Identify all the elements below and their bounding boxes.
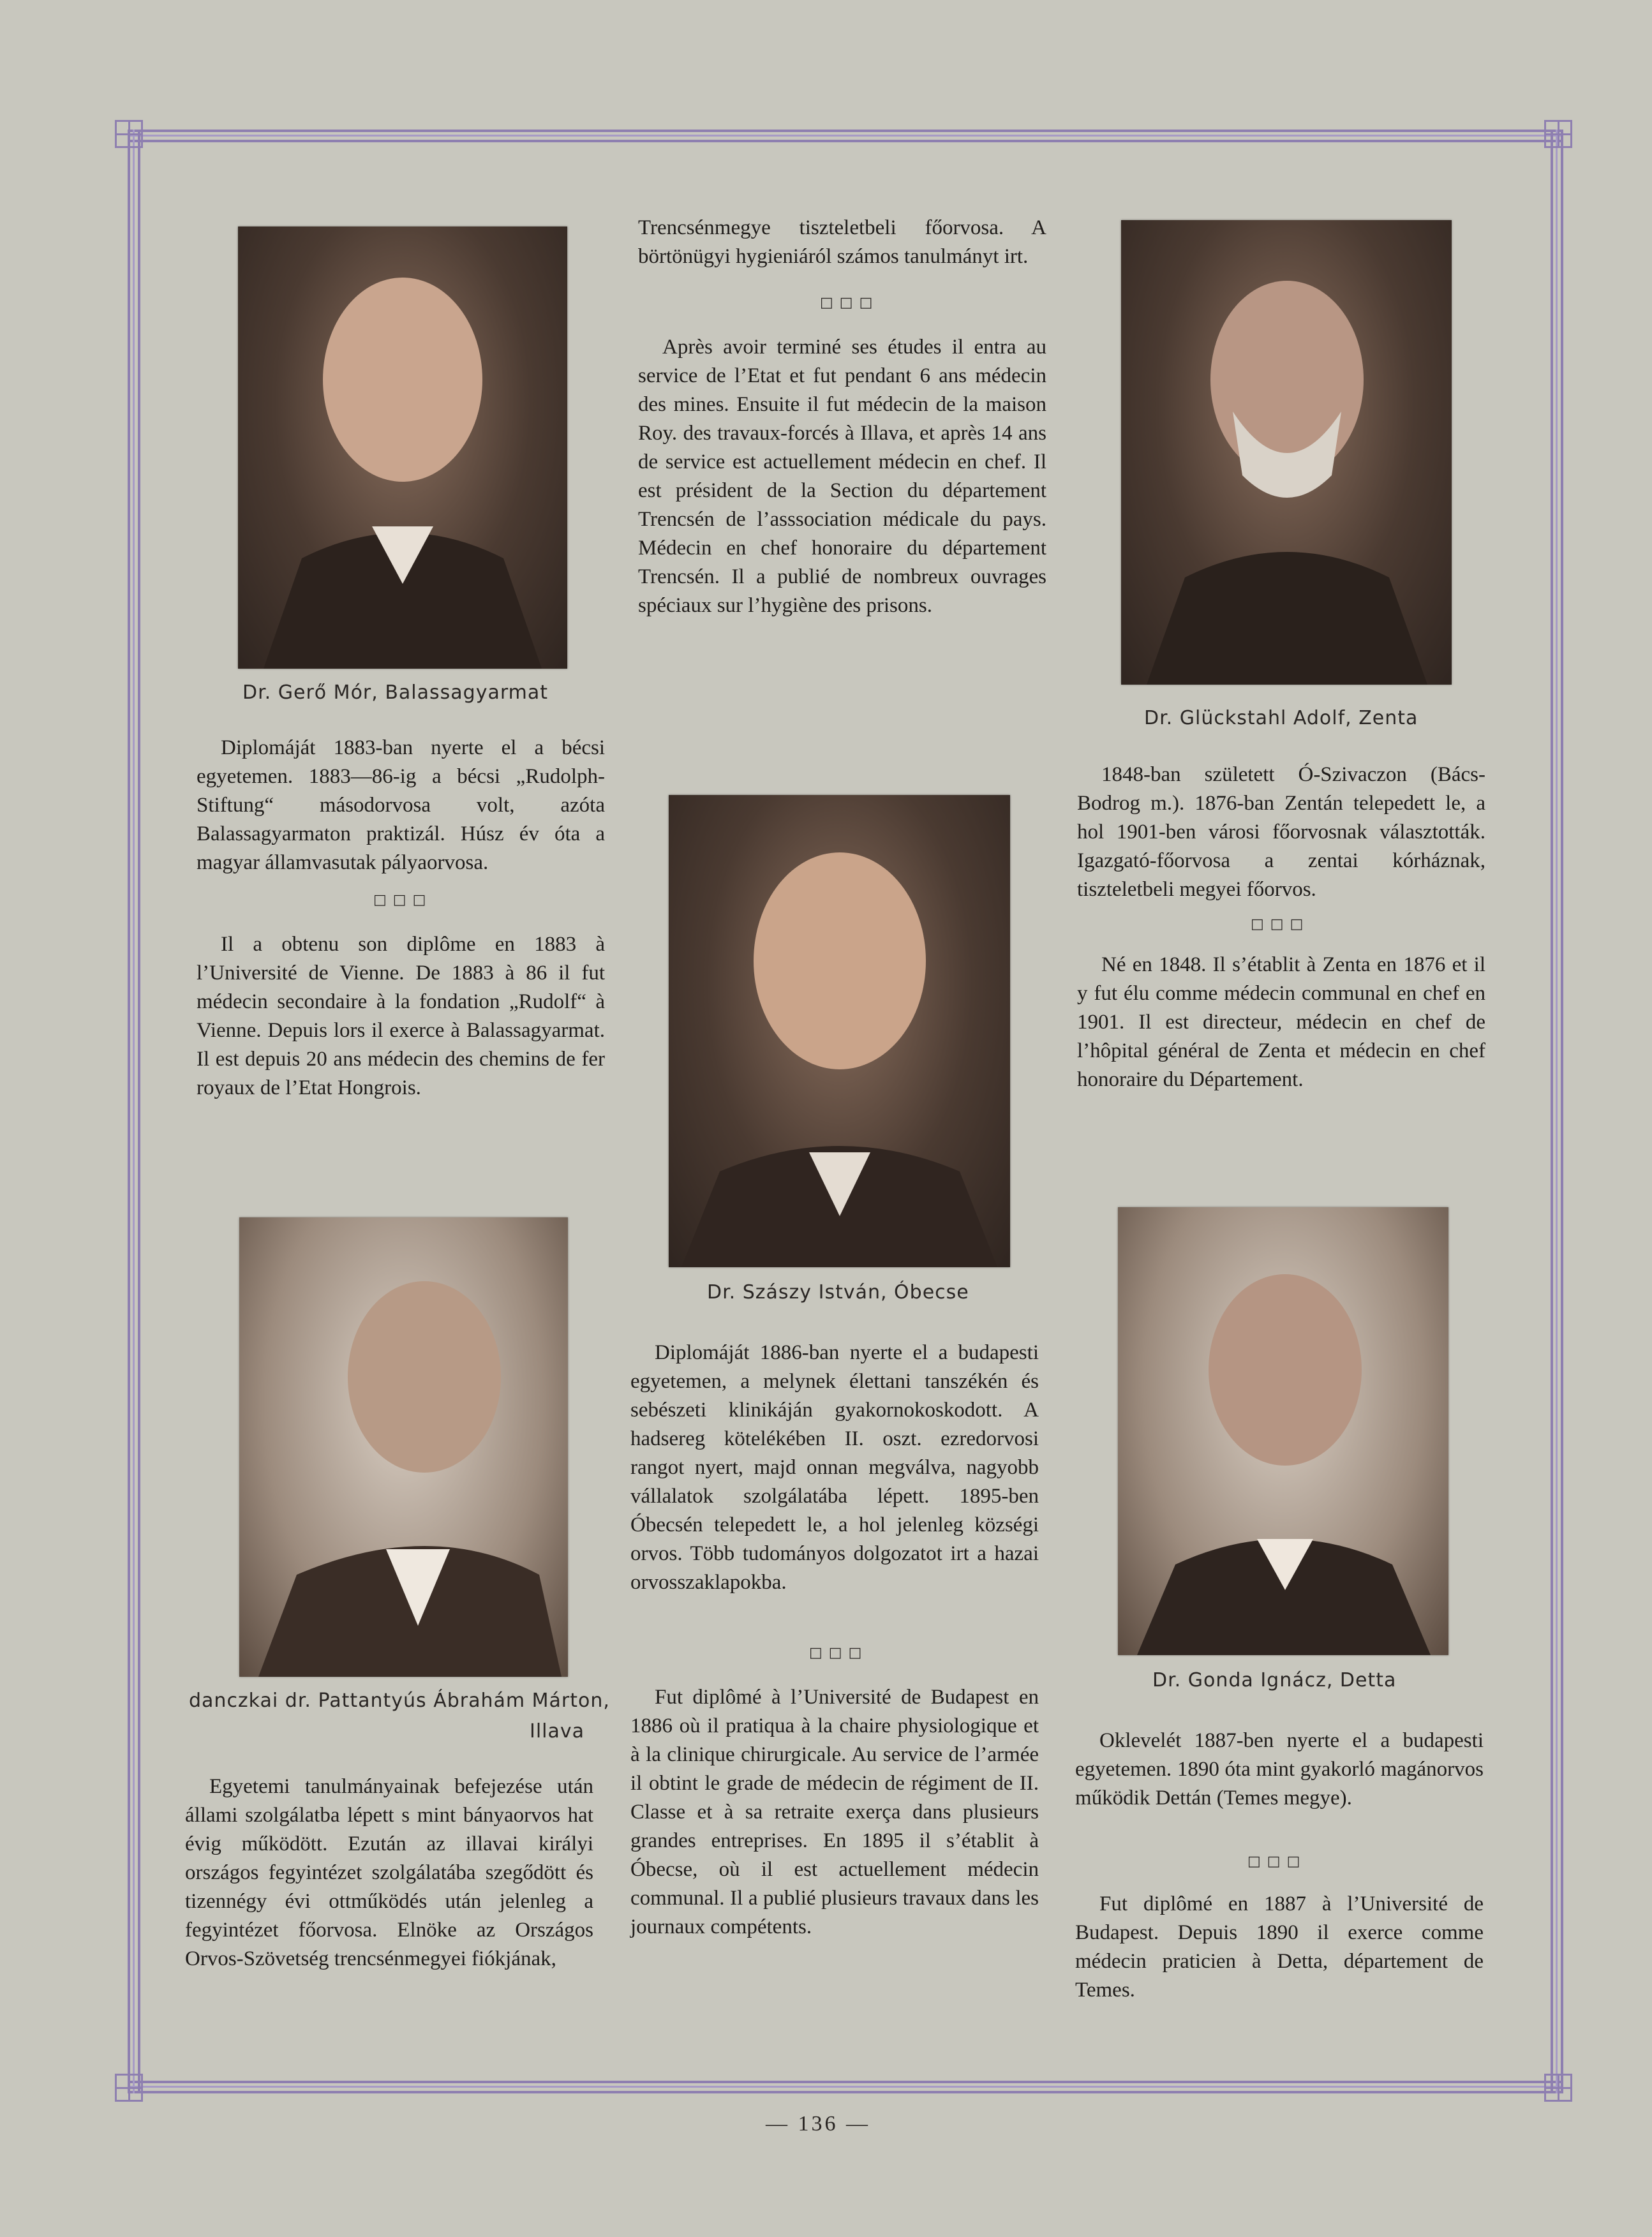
text-gluckstahl-fr	[1077, 951, 1485, 1094]
paragraph-fr: Fut diplômé en 1887 à l’Université de Budapest. Depuis 1890 il exerce comme médecin praticien à Detta, département de Temes.	[1075, 1892, 1484, 2002]
caption-szaszy: Dr. Szászy István, Óbecse	[707, 1281, 969, 1304]
portrait-gonda-icon	[1118, 1207, 1448, 1655]
paragraph-hu-cont: Trencsénmegye tiszteletbeli főorvosa. A börtönügyi hygieniáról számos tanulmányt irt.	[638, 216, 1046, 268]
portrait-photo-pattantyus	[239, 1217, 568, 1677]
text-gonda-hu	[1075, 1727, 1484, 1813]
paragraph-hu: Oklevelét 1887-ben nyerte el a budapesti egyetemen. 1890 óta mint gyakorló magánorvos működik Dettán (Temes megye).	[1075, 1729, 1484, 1810]
caption-pattantyus: danczkai dr. Pattantyús Ábrahám Márton,	[189, 1690, 610, 1712]
frame-corner-bottom-right	[1544, 2074, 1572, 2102]
text-pattantyus-hu	[185, 1773, 593, 1973]
portrait-pattantyus-icon	[239, 1217, 568, 1677]
frame-bottom	[128, 2081, 1563, 2093]
text-szaszy-hu	[630, 1339, 1039, 1597]
caption-gero: Dr. Gerő Mór, Balassagyarmat	[242, 681, 549, 704]
frame-top	[128, 130, 1563, 142]
caption-gonda: Dr. Gonda Ignácz, Detta	[1152, 1669, 1397, 1691]
paragraph-fr: Il a obtenu son diplôme en 1883 à l’Université de Vienne. De 1883 à 86 il fut médecin secondaire à la fondation „Rudolf“ à Vienne. Depuis lors il exerce à Balassagyarmat. Il est depuis 20 ans médecin des chemins de fer royaux de l’Etat Hongrois.	[197, 933, 605, 1099]
text-pattantyus-hu-cont	[638, 214, 1046, 271]
paragraph-hu: Diplomáját 1883-ban nyerte el a bécsi egyetemen. 1883—86-ig a bécsi „Rudolph-Stiftung“ másodorvosa volt, azóta Balassagyarmaton praktizál. Húsz év óta a magyar államvasutak pályaorvosa.	[197, 736, 605, 874]
separator: □□□	[809, 1645, 868, 1661]
paragraph-hu: Diplomáját 1886-ban nyerte el a budapesti egyetemen, a melynek élettani tanszékén és sebészeti klinikáján gyakornokoskodott. A hadsereg kötelékében II. oszt. ezredorvosi rangot nyert, majd onnan megválva, nagyobb vállalatok szolgálatába lépett. 1895-ben Óbecsén telepedett le, a hol jelenleg községi orvos. Több tudományos dolgozatot irt a hazai orvosszaklapokba.	[630, 1341, 1039, 1594]
frame-corner-bottom-left	[115, 2074, 143, 2102]
text-gluckstahl-hu	[1077, 761, 1485, 904]
portrait-szaszy-icon	[669, 795, 1010, 1267]
separator: □□□	[1251, 916, 1310, 932]
caption-pattantyus-place: Illava	[530, 1720, 585, 1743]
portrait-photo-gluckstahl	[1121, 220, 1452, 685]
paragraph-fr: Fut diplômé à l’Université de Budapest en 1886 où il pratiqua à la chaire physiologique et à la clinique chirurgicale. Au service de l’armée il obtint le grade de médecin de régiment de II. Classe et à sa retraite exerça dans plusieurs grandes entreprises. En 1895 il s’établit à Óbecse, où il est actuellement médecin communal. Il a publié plusieurs travaux dans les journaux compétents.	[630, 1686, 1039, 1938]
portrait-gero-icon	[238, 227, 567, 669]
text-pattantyus-fr	[638, 333, 1046, 620]
paragraph-fr: Né en 1848. Il s’établit à Zenta en 1876 et il y fut élu comme médecin communal en chef en 1901. Il est directeur, médecin en chef de l’hôpital général de Zenta et médecin en chef honoraire du Département.	[1077, 953, 1485, 1091]
portrait-gluckstahl-icon	[1121, 220, 1452, 685]
portrait-photo-gero	[238, 227, 567, 669]
paragraph-hu: 1848-ban született Ó-Szivaczon (Bács-Bodrog m.). 1876-ban Zentán telepedett le, a hol 1901-ben városi főorvosnak választották. Igazgató-főorvosa a zentai kórháznak, tiszteletbeli megyei főorvos.	[1077, 763, 1485, 901]
text-szaszy-fr	[630, 1683, 1039, 1942]
caption-gluckstahl: Dr. Glückstahl Adolf, Zenta	[1144, 707, 1418, 729]
text-gero-fr	[197, 930, 605, 1103]
paragraph-fr: Après avoir terminé ses études il entra au service de l’Etat et fut pendant 6 ans médecin des mines. Ensuite il fut médecin de la maison Roy. des travaux-forcés à Illava, et après 14 ans de service est actuellement médecin en chef. Il est président de la Section du département Trencsén de l’asssociation médicale du pays. Médecin en chef honoraire du département Trencsén. Il a publié de nombreux ouvrages spéciaux sur l’hygiène des prisons.	[638, 336, 1046, 617]
separator: □□□	[1247, 1854, 1307, 1869]
portrait-photo-szaszy	[669, 795, 1010, 1267]
text-gonda-fr	[1075, 1890, 1484, 2005]
separator: □□□	[373, 892, 433, 908]
frame-corner-top-left	[115, 120, 143, 148]
frame-corner-top-right	[1544, 120, 1572, 148]
portrait-photo-gonda	[1118, 1207, 1448, 1655]
page-number: — 136 —	[766, 2112, 870, 2136]
separator: □□□	[820, 295, 879, 311]
text-gero-hu	[197, 734, 605, 877]
frame-left	[128, 130, 140, 2093]
paragraph-hu: Egyetemi tanulmányainak befejezése után állami szolgálatba lépett s mint bányaorvos hat évig működött. Ezután az illavai királyi országos fegyintézet szolgálatába szegődött és tizennégy évi ottműködés után jelenleg a fegyintézet főorvosa. Elnöke az Országos Orvos-Szövetség trencsénmegyei fiókjának,	[185, 1775, 593, 1970]
frame-right	[1551, 130, 1563, 2093]
